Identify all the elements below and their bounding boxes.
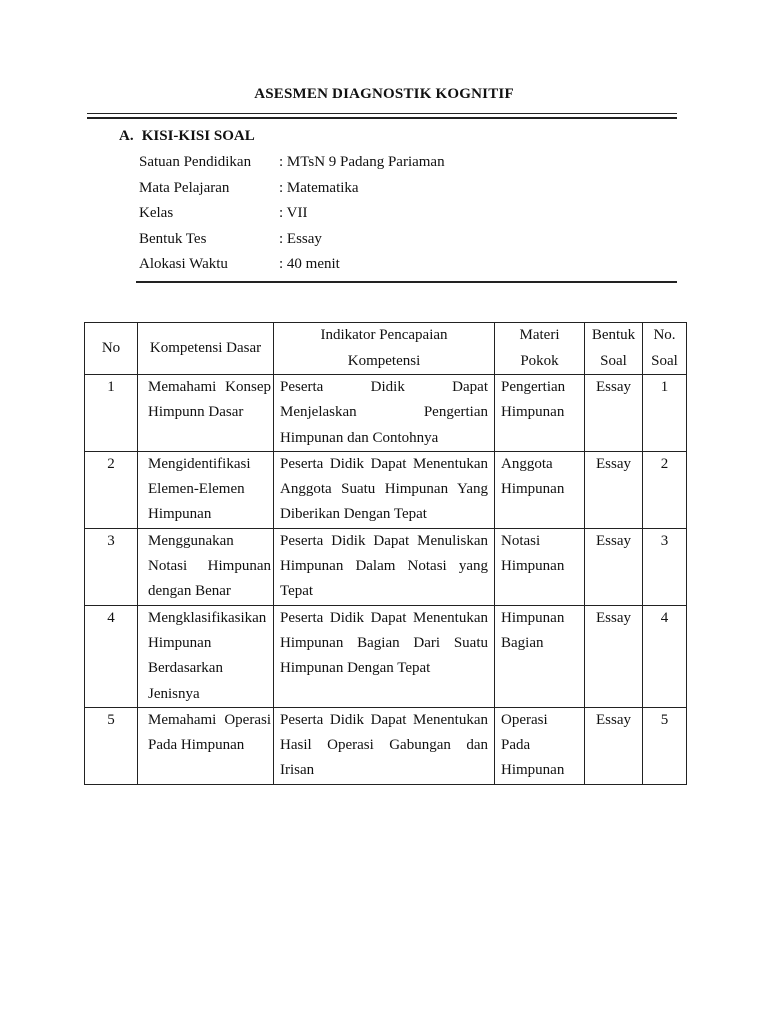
table-row bbox=[85, 451, 687, 528]
cell-no-soal: 5 bbox=[643, 707, 687, 784]
cell-no: 3 bbox=[85, 528, 138, 605]
cell-line: Pengertian bbox=[501, 379, 566, 395]
cell-line: Notasi bbox=[501, 532, 541, 549]
cell-indikator bbox=[274, 605, 495, 707]
header-materi-line: Materi bbox=[519, 327, 560, 344]
meta-row bbox=[139, 202, 445, 228]
header-no: No bbox=[85, 323, 138, 375]
cell-no-soal: 3 bbox=[643, 528, 687, 605]
cell-line: Himpunan Bagian Dari Suatu bbox=[280, 634, 488, 651]
meta-label: Alokasi Waktu bbox=[139, 256, 228, 272]
cell-kompetensi-dasar bbox=[138, 528, 274, 605]
cell-line: Menjelaskan Pengertian bbox=[280, 404, 488, 421]
table-row bbox=[85, 375, 687, 452]
header-bentuk-line: Bentuk bbox=[591, 327, 636, 344]
meta-value: : Matematika bbox=[279, 179, 359, 196]
cell-indikator bbox=[274, 707, 495, 784]
cell-indikator bbox=[274, 528, 495, 605]
section-title: KISI-KISI SOAL bbox=[141, 128, 255, 144]
header-indikator-line: Indikator Pencapaian bbox=[320, 327, 448, 344]
cell-materi bbox=[495, 375, 585, 452]
cell-line: Himpunan Dengan Tepat bbox=[280, 660, 431, 677]
table-header-row bbox=[85, 323, 687, 375]
header-kompetensi-dasar: Kompetensi Dasar bbox=[138, 323, 274, 375]
header-no-soal bbox=[643, 323, 687, 375]
cell-line: Peserta Didik Dapat Menuliskan bbox=[280, 532, 488, 549]
title-divider bbox=[87, 113, 677, 119]
cell-line: Elemen-Elemen bbox=[148, 481, 245, 498]
cell-line: Mengidentifikasi bbox=[148, 455, 251, 472]
meta-row bbox=[139, 177, 445, 203]
meta-row bbox=[139, 151, 445, 177]
cell-kompetensi-dasar bbox=[138, 451, 274, 528]
section-number: A. bbox=[119, 128, 134, 144]
meta-value: : MTsN 9 Padang Pariaman bbox=[279, 154, 445, 170]
cell-no-soal: 2 bbox=[643, 451, 687, 528]
cell-materi bbox=[495, 451, 585, 528]
cell-line: Peserta Didik Dapat Menentukan bbox=[280, 711, 488, 728]
table-row bbox=[85, 707, 687, 784]
cell-line: Himpunan bbox=[501, 762, 565, 779]
header-materi-line: Pokok bbox=[520, 352, 559, 369]
kisi-kisi-table bbox=[84, 322, 687, 785]
cell-kompetensi-dasar bbox=[138, 375, 274, 452]
meta-row bbox=[139, 253, 445, 279]
cell-line: Memahami Konsep bbox=[148, 379, 271, 395]
cell-no: 5 bbox=[85, 707, 138, 784]
cell-line: Diberikan Dengan Tepat bbox=[280, 506, 427, 523]
document-title: ASESMEN DIAGNOSTIK KOGNITIF bbox=[254, 86, 514, 102]
cell-no-soal: 1 bbox=[643, 375, 687, 452]
section-heading bbox=[119, 128, 255, 145]
cell-bentuk: Essay bbox=[585, 707, 643, 784]
header-materi bbox=[495, 323, 585, 375]
cell-line: Himpunan Dalam Notasi yang bbox=[280, 558, 488, 575]
cell-line: Hasil Operasi Gabungan dan bbox=[280, 737, 488, 754]
cell-line: Menggunakan bbox=[148, 532, 234, 549]
cell-no: 4 bbox=[85, 605, 138, 707]
cell-materi bbox=[495, 528, 585, 605]
header-nosoal-line: Soal bbox=[651, 352, 678, 369]
header-bentuk-soal bbox=[585, 323, 643, 375]
cell-line: Bagian bbox=[501, 634, 544, 651]
cell-line: Himpunn Dasar bbox=[148, 404, 244, 421]
cell-indikator bbox=[274, 375, 495, 452]
cell-line: Himpunan bbox=[501, 609, 565, 626]
header-indikator bbox=[274, 323, 495, 375]
header-indikator-line: Kompetensi bbox=[347, 352, 421, 369]
cell-line: dengan Benar bbox=[148, 583, 231, 600]
meta-value: : Essay bbox=[279, 230, 322, 247]
cell-no-soal: 4 bbox=[643, 605, 687, 707]
cell-bentuk: Essay bbox=[585, 605, 643, 707]
header-bentuk-line: Soal bbox=[600, 352, 627, 369]
cell-line: Notasi Himpunan bbox=[148, 558, 271, 575]
cell-bentuk: Essay bbox=[585, 451, 643, 528]
cell-line: Himpunan bbox=[501, 404, 565, 421]
cell-line: Pada bbox=[501, 737, 531, 754]
header-nosoal-line: No. bbox=[653, 327, 676, 344]
cell-line: Himpunan bbox=[148, 506, 212, 523]
meta-label: Kelas bbox=[139, 205, 174, 221]
cell-kompetensi-dasar bbox=[138, 707, 274, 784]
cell-line: Himpunan dan Contohnya bbox=[280, 429, 439, 446]
cell-no: 2 bbox=[85, 451, 138, 528]
cell-no: 1 bbox=[85, 375, 138, 452]
cell-line: Tepat bbox=[280, 583, 314, 600]
meta-label: Satuan Pendidikan bbox=[139, 154, 252, 170]
cell-line: Peserta Didik Dapat Menentukan bbox=[280, 609, 488, 626]
cell-line: Jenisnya bbox=[148, 685, 200, 702]
meta-value: : 40 menit bbox=[279, 256, 340, 272]
cell-line: Himpunan bbox=[148, 634, 212, 651]
cell-line: Anggota Suatu Himpunan Yang bbox=[280, 481, 488, 498]
cell-line: Peserta Didik Dapat Menentukan bbox=[280, 455, 488, 472]
cell-materi bbox=[495, 707, 585, 784]
cell-materi bbox=[495, 605, 585, 707]
cell-bentuk: Essay bbox=[585, 375, 643, 452]
cell-line: Himpunan bbox=[501, 481, 565, 498]
cell-line: Berdasarkan bbox=[148, 660, 223, 677]
meta-value: : VII bbox=[279, 205, 308, 221]
cell-line: Anggota bbox=[501, 455, 553, 472]
table-row bbox=[85, 528, 687, 605]
cell-bentuk: Essay bbox=[585, 528, 643, 605]
cell-line: Memahami Operasi bbox=[148, 711, 271, 728]
meta-label: Mata Pelajaran bbox=[139, 179, 230, 196]
identity-block bbox=[139, 151, 445, 279]
cell-line: Mengklasifikasikan bbox=[148, 609, 267, 626]
cell-line: Pada Himpunan bbox=[148, 737, 245, 754]
meta-divider bbox=[136, 281, 677, 283]
table-row bbox=[85, 605, 687, 707]
cell-line: Peserta Didik Dapat bbox=[280, 379, 488, 395]
cell-line: Himpunan bbox=[501, 558, 565, 575]
cell-line: Irisan bbox=[280, 762, 315, 779]
cell-indikator bbox=[274, 451, 495, 528]
meta-row bbox=[139, 228, 445, 254]
meta-label: Bentuk Tes bbox=[139, 230, 207, 247]
cell-line: Operasi bbox=[501, 711, 548, 728]
cell-kompetensi-dasar bbox=[138, 605, 274, 707]
